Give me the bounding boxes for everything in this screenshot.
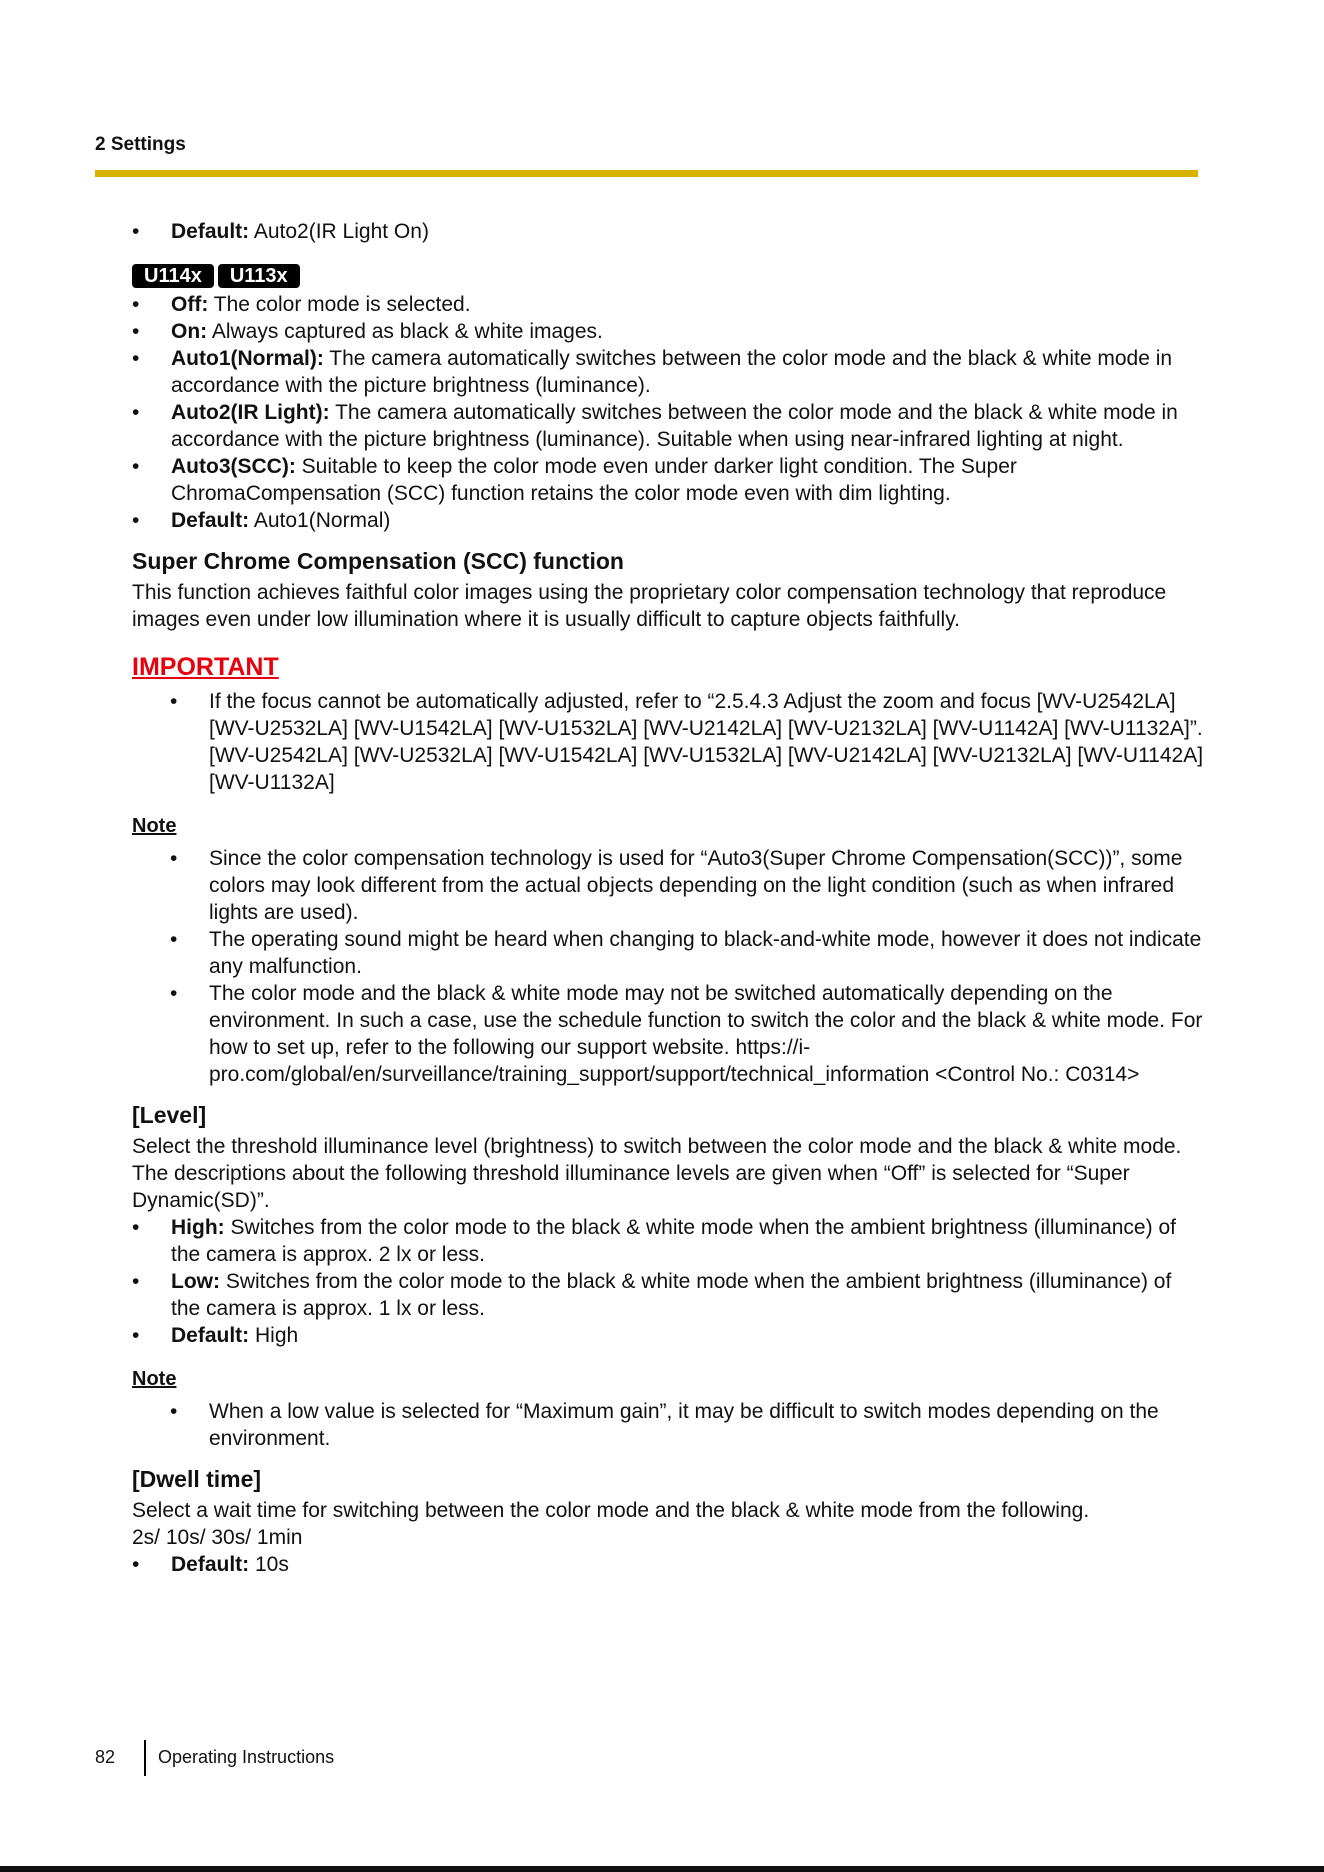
note-label: Note bbox=[132, 815, 177, 837]
list-item bbox=[170, 845, 1204, 926]
item-text: The color mode and the black & white mode may not be switched automatically depending on the environment. In such a case, use the schedule function to switch the color and the black & white mode. For how to set up, refer to the following our support website. https://i-pro.com/global/en/surveillance/training_support/support/technical_information <Control No.: C0314> bbox=[209, 982, 1203, 1086]
list-item bbox=[170, 980, 1204, 1088]
header-rule bbox=[95, 170, 1198, 177]
list-item bbox=[170, 1398, 1204, 1452]
item-text: High bbox=[249, 1324, 299, 1347]
list-item bbox=[170, 688, 1204, 796]
list-item bbox=[170, 926, 1204, 980]
list-item bbox=[132, 1268, 1204, 1322]
item-label: Default: bbox=[171, 1553, 250, 1576]
important-label: IMPORTANT bbox=[132, 653, 279, 681]
note-list bbox=[170, 1398, 1204, 1452]
item-label: Default: bbox=[171, 509, 250, 532]
dwell-options: 2s/ 10s/ 30s/ 1min bbox=[132, 1526, 303, 1549]
item-text: Auto2(IR Light On) bbox=[249, 220, 429, 243]
list-item bbox=[132, 1551, 1204, 1578]
level-list bbox=[132, 1214, 1204, 1349]
item-label: On: bbox=[171, 320, 208, 343]
model-badges bbox=[132, 264, 1204, 288]
list-item bbox=[132, 1214, 1204, 1268]
list-item bbox=[132, 318, 1204, 345]
item-text: Switches from the color mode to the black & white mode when the ambient brightness (illuminance) of the camera is approx. 2 lx or less. bbox=[171, 1216, 1176, 1266]
item-text: Since the color compensation technology is used for “Auto3(Super Chrome Compensation(SCC))”, some colors may look different from the actual objects depending on the light condition (such as when infrared lights are used). bbox=[209, 847, 1183, 924]
section-header: 2 Settings bbox=[95, 134, 186, 155]
dwell-body: Select a wait time for switching between the color mode and the black & white mode from the following. bbox=[132, 1499, 1090, 1522]
color-mode-list bbox=[132, 291, 1204, 534]
item-label: Auto2(IR Light): bbox=[171, 401, 330, 424]
item-text: The operating sound might be heard when changing to black-and-white mode, however it does not indicate any malfunction. bbox=[209, 928, 1202, 978]
bottom-edge bbox=[0, 1866, 1324, 1872]
list-item bbox=[132, 1322, 1204, 1349]
item-text: Always captured as black & white images. bbox=[207, 320, 603, 343]
item-label: Default: bbox=[171, 1324, 250, 1347]
item-label: Default: bbox=[171, 220, 250, 243]
model-badge: U113x bbox=[218, 264, 300, 288]
note-label: Note bbox=[132, 1368, 177, 1390]
item-text: Switches from the color mode to the black & white mode when the ambient brightness (illuminance) of the camera is approx. 1 lx or less. bbox=[171, 1270, 1172, 1320]
item-label: Auto1(Normal): bbox=[171, 347, 324, 370]
item-text: When a low value is selected for “Maximum gain”, it may be difficult to switch modes depending on the environment. bbox=[209, 1400, 1159, 1450]
footer-title: Operating Instructions bbox=[158, 1747, 335, 1767]
item-label: Auto3(SCC): bbox=[171, 455, 296, 478]
item-text: The color mode is selected. bbox=[208, 293, 471, 316]
page-content bbox=[132, 218, 1204, 1578]
item-text: Suitable to keep the color mode even under darker light condition. The Super ChromaCompensation (SCC) function retains the color mode even with dim lighting. bbox=[171, 455, 1017, 505]
dwell-default-list bbox=[132, 1551, 1204, 1578]
default-list bbox=[132, 218, 1204, 245]
item-text: Auto1(Normal) bbox=[249, 509, 391, 532]
scc-heading: Super Chrome Compensation (SCC) function bbox=[132, 548, 624, 574]
list-item bbox=[132, 507, 1204, 534]
item-label: Off: bbox=[171, 293, 209, 316]
model-badge: U114x bbox=[132, 264, 214, 288]
item-text: 10s bbox=[249, 1553, 289, 1576]
scc-body: This function achieves faithful color images using the proprietary color compensation technology that reproduce images even under low illumination where it is usually difficult to capture objects faithfully. bbox=[132, 581, 1167, 631]
item-text: The camera automatically switches between the color mode and the black & white mode in accordance with the picture brightness (luminance). bbox=[171, 347, 1173, 397]
item-label: High: bbox=[171, 1216, 225, 1239]
level-heading: [Level] bbox=[132, 1102, 207, 1128]
item-text: The camera automatically switches between the color mode and the black & white mode in accordance with the picture brightness (luminance). Suitable when using near-infrared lighting at night. bbox=[171, 401, 1178, 451]
list-item bbox=[132, 218, 1204, 245]
list-item bbox=[132, 399, 1204, 453]
important-list bbox=[170, 688, 1204, 796]
level-body: Select the threshold illuminance level (brightness) to switch between the color mode and the black & white mode. The descriptions about the following threshold illuminance levels are given when “Off” is selected for “Super Dynamic(SD)”. bbox=[132, 1135, 1182, 1212]
dwell-heading: [Dwell time] bbox=[132, 1466, 262, 1492]
list-item bbox=[132, 345, 1204, 399]
page-number: 82 bbox=[95, 1747, 116, 1767]
footer-divider bbox=[144, 1740, 146, 1776]
item-text: If the focus cannot be automatically adjusted, refer to “2.5.4.3 Adjust the zoom and focus [WV-U2542LA] [WV-U2532LA] [WV-U1542LA] [WV-U1532LA] [WV-U2142LA] [WV-U2132LA] [WV-U1142A] [WV-U1132A]”. [WV-U2542LA] [WV-U2532LA] [WV-U1542LA] [WV-U1532LA] [WV-U2142LA] [WV-U2132LA] [WV-U1142A] [WV-U1132A] bbox=[209, 690, 1204, 794]
list-item bbox=[132, 291, 1204, 318]
note-list bbox=[170, 845, 1204, 1088]
item-label: Low: bbox=[171, 1270, 220, 1293]
list-item bbox=[132, 453, 1204, 507]
